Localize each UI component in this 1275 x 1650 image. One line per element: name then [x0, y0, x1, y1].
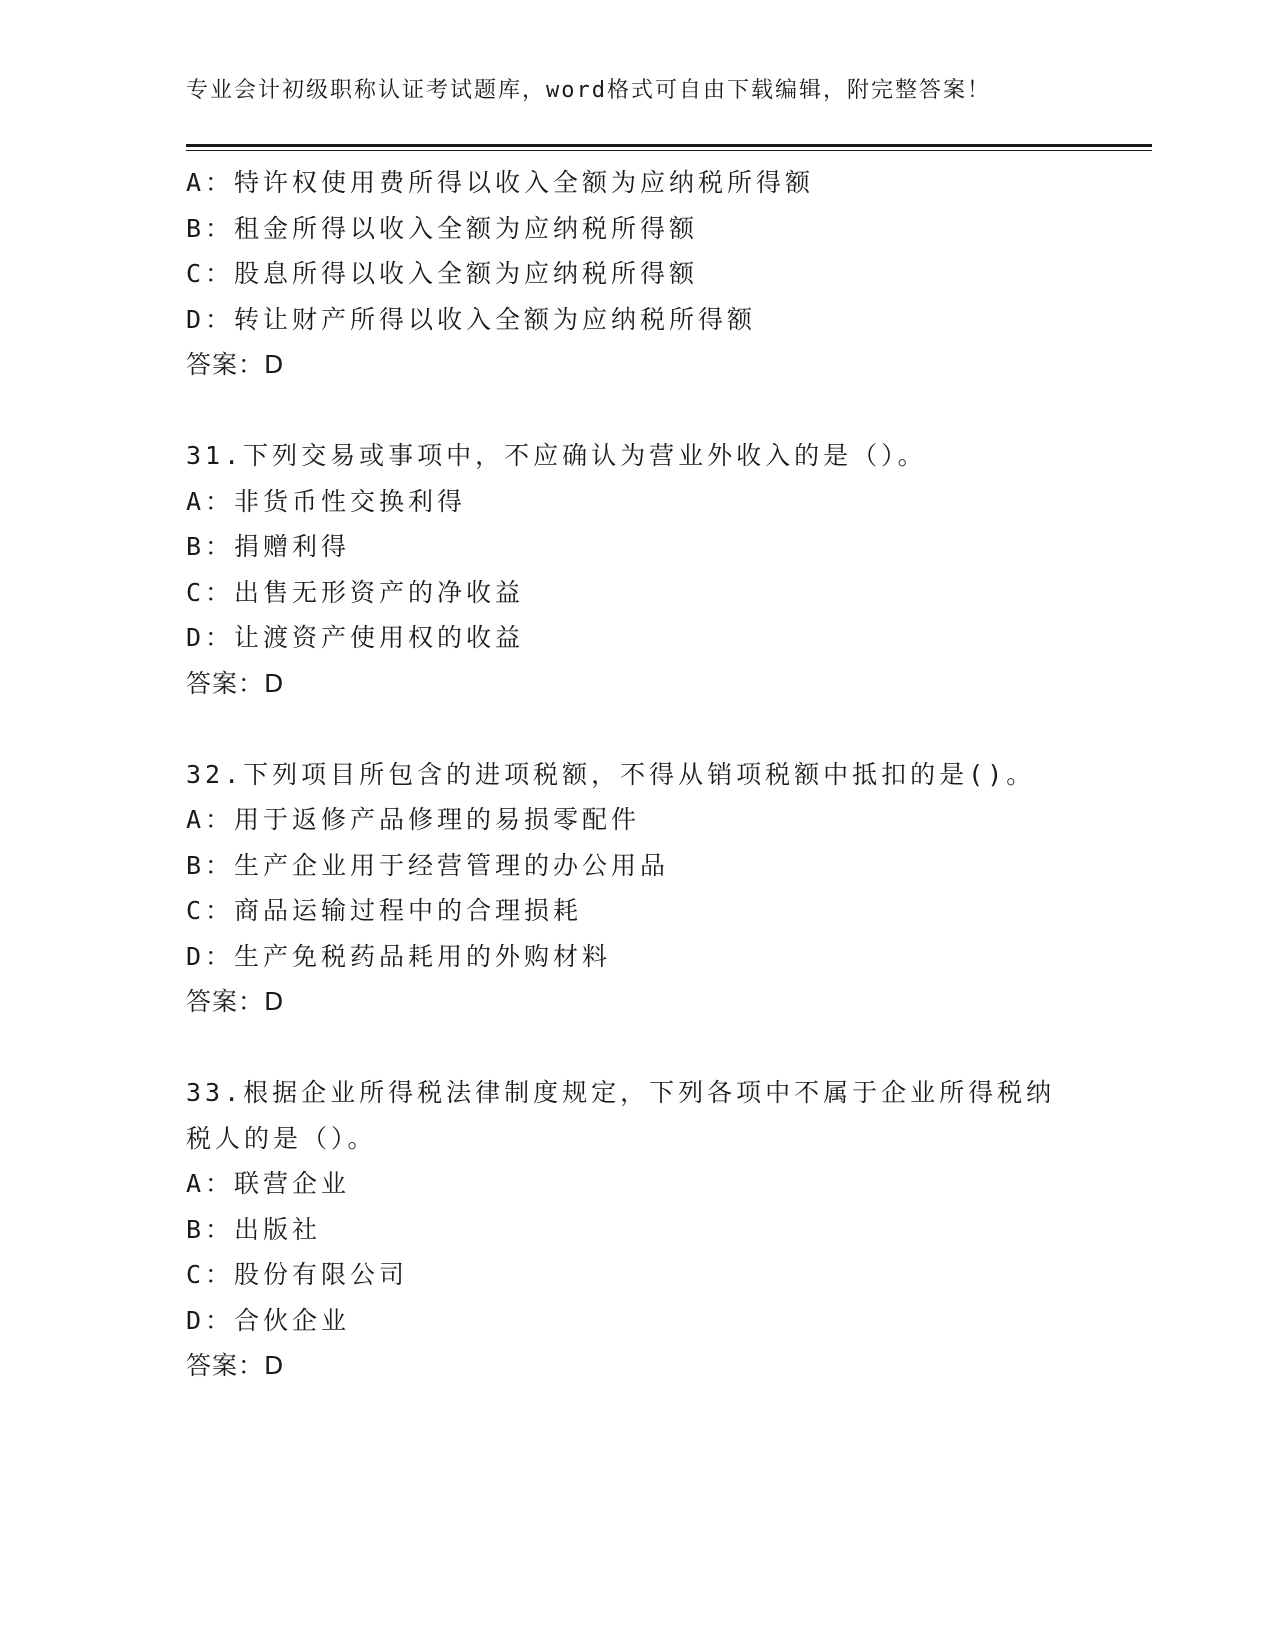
option-d: D：让渡资产使用权的收益	[186, 623, 525, 652]
option-d: D：生产免税药品耗用的外购材料	[186, 941, 612, 971]
option-a: A：非货币性交换利得	[186, 486, 467, 516]
header-rule-thin	[186, 150, 1152, 151]
question-block-31	[186, 433, 1086, 706]
option-b: B：生产企业用于经营管理的办公用品	[186, 850, 670, 880]
option-b: B：出版社	[186, 1214, 322, 1244]
question-stem: 31.下列交易或事项中，不应确认为营业外收入的是（）。	[186, 441, 927, 470]
answer-line: 答案：D	[186, 987, 285, 1016]
option-a: A：联营企业	[186, 1169, 351, 1198]
question-stem: 32.下列项目所包含的进项税额，不得从销项税额中抵扣的是()。	[186, 759, 1036, 789]
question-block-33	[186, 1070, 1086, 1389]
question-content	[186, 160, 1086, 1389]
option-c: C：出售无形资产的净收益	[186, 577, 525, 607]
question-block-32	[186, 752, 1086, 1025]
header-rule-thick	[186, 144, 1152, 147]
option-a: A：特许权使用费所得以收入全额为应纳税所得额	[186, 168, 815, 197]
option-b: B：捐赠利得	[186, 532, 351, 561]
page-header: 专业会计初级职称认证考试题库，word格式可自由下载编辑，附完整答案！	[186, 78, 991, 103]
option-c: C：股息所得以收入全额为应纳税所得额	[186, 259, 699, 288]
option-d: D：合伙企业	[186, 1305, 351, 1335]
option-a: A：用于返修产品修理的易损零配件	[186, 805, 641, 834]
answer-line: 答案：D	[186, 350, 285, 379]
option-d: D：转让财产所得以收入全额为应纳税所得额	[186, 304, 757, 334]
option-c: C：股份有限公司	[186, 1260, 409, 1289]
answer-line: 答案：D	[186, 668, 285, 698]
question-stem: 33.根据企业所得税法律制度规定，下列各项中不属于企业所得税纳税人的是（）。	[186, 1078, 1056, 1153]
option-b: B：租金所得以收入全额为应纳税所得额	[186, 213, 699, 243]
answer-line: 答案：D	[186, 1351, 285, 1380]
option-c: C：商品运输过程中的合理损耗	[186, 896, 583, 925]
question-block-prev	[186, 160, 1086, 388]
